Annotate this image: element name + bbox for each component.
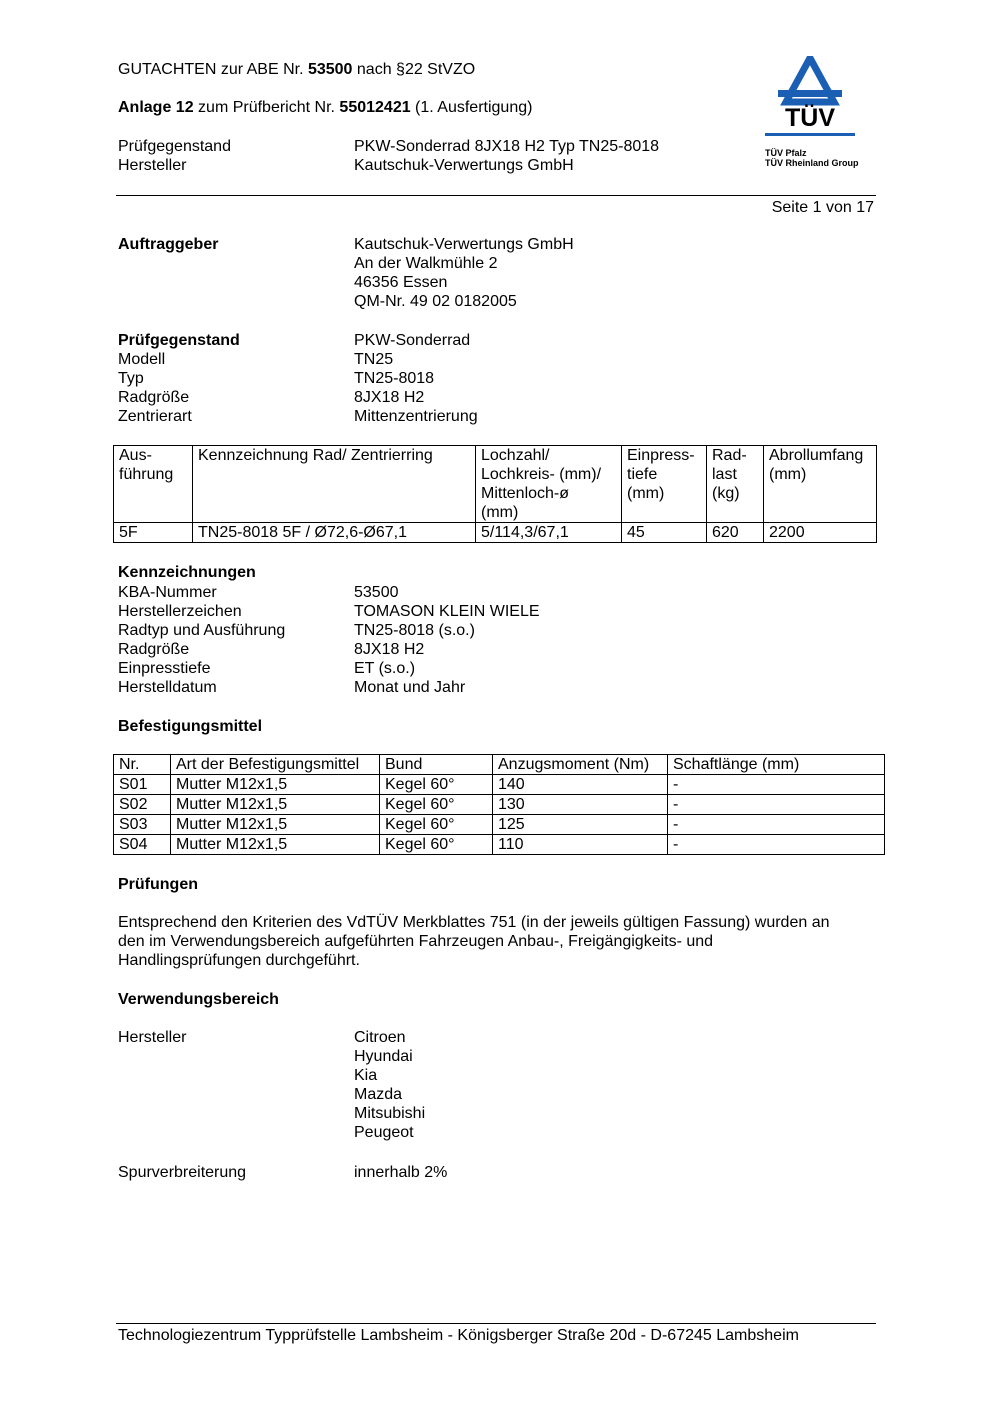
pruefbericht-number: 55012421 <box>339 99 411 116</box>
table-cell: 5/114,3/67,1 <box>476 523 622 543</box>
table-row <box>114 835 885 855</box>
table-header-cell: Bund <box>380 755 493 775</box>
list-item: Kia <box>354 1067 378 1084</box>
table-cell: S03 <box>114 815 171 835</box>
field-key: Radgröße <box>118 641 190 658</box>
table-cell: 45 <box>622 523 707 543</box>
pruefungen-paragraph <box>118 913 878 970</box>
abe-number: 53500 <box>307 61 353 78</box>
table-row <box>114 795 885 815</box>
field-key: Radtyp und Ausführung <box>118 622 286 639</box>
table-cell: Mutter M12x1,5 <box>171 815 380 835</box>
field-key: Modell <box>118 351 166 368</box>
field-value: TN25 <box>354 351 394 368</box>
table-header-cell: Lochzahl/ Lochkreis- (mm)/ Mittenloch-ø (mm) <box>476 446 622 523</box>
list-item: Citroen <box>354 1029 406 1046</box>
field-value: ET (s.o.) <box>354 660 416 677</box>
table-cell: 130 <box>493 795 668 815</box>
field-value: TN25-8018 (s.o.) <box>354 622 475 639</box>
hersteller-list <box>354 1028 425 1142</box>
table-header-cell: Art der Befestigungsmittel <box>171 755 380 775</box>
table-cell: 620 <box>707 523 764 543</box>
table-header-cell: Anzugsmoment (Nm) <box>493 755 668 775</box>
table-row <box>114 523 877 543</box>
table-cell: - <box>668 815 885 835</box>
pruefgegenstand-label: Prüfgegenstand <box>118 332 240 349</box>
field-value: Monat und Jahr <box>354 679 466 696</box>
header-value: Kautschuk-Verwertungs GmbH <box>354 157 574 174</box>
table-cell: 125 <box>493 815 668 835</box>
address-line: 46356 Essen <box>354 274 448 291</box>
kennzeichnungen-block <box>118 583 540 697</box>
paragraph-line: den im Verwendungsbereich aufgeführten Fahrzeugen Anbau-, Freigängigkeits- und <box>118 933 714 950</box>
address-line: QM-Nr. 49 02 0182005 <box>354 293 517 310</box>
table-header-cell: Schaftlänge (mm) <box>668 755 885 775</box>
field-value: TOMASON KLEIN WIELE <box>354 603 540 620</box>
table-header-cell: Nr. <box>114 755 171 775</box>
tuev-logo <box>760 56 860 174</box>
header-text: nach §22 StVZO <box>352 61 476 78</box>
befestigungsmittel-label: Befestigungsmittel <box>118 718 263 735</box>
table-row <box>114 815 885 835</box>
field-value: TN25-8018 <box>354 370 435 387</box>
footer-address: Technologiezentrum Typprüfstelle Lambsheim - Königsberger Straße 20d - D-67245 Lambsheim <box>118 1327 799 1344</box>
paragraph-line: Handlingsprüfungen durchgeführt. <box>118 952 360 969</box>
field-value: 8JX18 H2 <box>354 641 425 658</box>
table-cell: 5F <box>114 523 193 543</box>
address-line: Kautschuk-Verwertungs GmbH <box>354 236 574 253</box>
field-value: 8JX18 H2 <box>354 389 425 406</box>
field-key: Zentrierart <box>118 408 192 425</box>
table-header-cell: Rad- last (kg) <box>707 446 764 523</box>
table-cell: S04 <box>114 835 171 855</box>
table-cell: Kegel 60° <box>380 775 493 795</box>
pruefgegenstand-value: PKW-Sonderrad <box>354 332 471 349</box>
tuev-triangle-icon <box>760 56 860 138</box>
field-key: Typ <box>118 370 144 387</box>
header-value: PKW-Sonderrad 8JX18 H2 Typ TN25-8018 <box>354 138 660 155</box>
table-cell: 110 <box>493 835 668 855</box>
auftraggeber-address <box>354 235 574 311</box>
spurverbreiterung-label: Spurverbreiterung <box>118 1164 247 1181</box>
table-cell: - <box>668 835 885 855</box>
pruefungen-label: Prüfungen <box>118 876 198 893</box>
logo-caption-line: TÜV Rheinland Group <box>765 158 859 168</box>
table-cell: Mutter M12x1,5 <box>171 835 380 855</box>
anlage-label: Anlage 12 <box>118 99 194 116</box>
table-cell: Kegel 60° <box>380 835 493 855</box>
table-cell: Mutter M12x1,5 <box>171 775 380 795</box>
field-key: KBA-Nummer <box>118 584 217 601</box>
logo-caption <box>765 148 859 168</box>
field-value: 53500 <box>354 584 399 601</box>
header-text: zum Prüfbericht Nr. <box>193 99 340 116</box>
table-row <box>114 775 885 795</box>
footer-rule <box>116 1323 876 1324</box>
address-line: An der Walkmühle 2 <box>354 255 498 272</box>
header-key: Prüfgegenstand <box>118 138 231 155</box>
table-header-cell: Kennzeichnung Rad/ Zentrierring <box>193 446 476 523</box>
table-cell: S01 <box>114 775 171 795</box>
table-cell: - <box>668 775 885 795</box>
header-text: (1. Ausfertigung) <box>410 99 533 116</box>
table-cell: - <box>668 795 885 815</box>
header-key: Hersteller <box>118 157 187 174</box>
table-header-cell: Abrollumfang (mm) <box>764 446 877 523</box>
table-cell: Kegel 60° <box>380 795 493 815</box>
header-text: GUTACHTEN zur ABE Nr. <box>118 61 308 78</box>
field-key: Herstellerzeichen <box>118 603 242 620</box>
header-info <box>118 137 659 175</box>
table-header-cell: Einpress- tiefe (mm) <box>622 446 707 523</box>
logo-word: TÜV <box>785 104 835 132</box>
spurverbreiterung-value: innerhalb 2% <box>354 1164 448 1181</box>
auftraggeber-label: Auftraggeber <box>118 236 219 253</box>
table-cell: Mutter M12x1,5 <box>171 795 380 815</box>
field-value: Mittenzentrierung <box>354 408 478 425</box>
list-item: Mitsubishi <box>354 1105 426 1122</box>
field-key: Radgröße <box>118 389 190 406</box>
list-item: Hyundai <box>354 1048 413 1065</box>
table-header-row <box>114 446 877 523</box>
header-line-1 <box>118 60 475 79</box>
table-cell: 140 <box>493 775 668 795</box>
kennzeichnungen-label: Kennzeichnungen <box>118 564 256 581</box>
table-cell: TN25-8018 5F / Ø72,6-Ø67,1 <box>193 523 476 543</box>
table-cell: Kegel 60° <box>380 815 493 835</box>
list-item: Mazda <box>354 1086 403 1103</box>
page-number: Seite 1 von 17 <box>771 199 874 216</box>
fastener-table <box>113 754 885 855</box>
logo-caption-line: TÜV Pfalz <box>765 148 807 158</box>
table-header-cell: Aus- führung <box>114 446 193 523</box>
header-line-2 <box>118 98 532 117</box>
pruefgegenstand-block <box>118 331 478 426</box>
field-key: Einpresstiefe <box>118 660 211 677</box>
list-item: Peugeot <box>354 1124 414 1141</box>
table-cell: S02 <box>114 795 171 815</box>
paragraph-line: Entsprechend den Kriterien des VdTÜV Merkblattes 751 (in der jeweils gültigen Fassung) wurden an <box>118 914 830 931</box>
header-rule <box>116 195 876 196</box>
hersteller-label: Hersteller <box>118 1029 187 1046</box>
table-cell: 2200 <box>764 523 877 543</box>
field-key: Herstelldatum <box>118 679 217 696</box>
table-header-row <box>114 755 885 775</box>
verwendungsbereich-label: Verwendungsbereich <box>118 991 279 1008</box>
wheel-spec-table <box>113 445 877 543</box>
